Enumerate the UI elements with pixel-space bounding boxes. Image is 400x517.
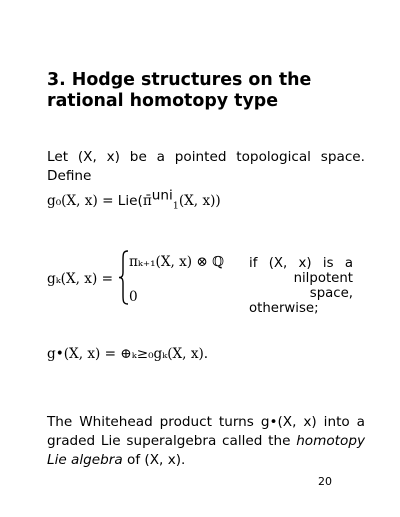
g0-lie: Lie( bbox=[117, 193, 143, 209]
term-homotopy: homotopy bbox=[296, 433, 365, 449]
intro-line-1: Let (X, x) be a pointed topological space. bbox=[47, 149, 365, 165]
g0-lhs: g₀(X, x) = bbox=[47, 193, 118, 209]
g0-pi: π̄ bbox=[142, 193, 152, 209]
cond-2: otherwise; bbox=[249, 301, 319, 316]
whitehead-line-2 bbox=[47, 432, 365, 451]
section-title: Hodge structures on the rational homotopy type bbox=[47, 70, 312, 111]
whitehead-line-3b: of (X, x). bbox=[122, 452, 186, 468]
equation-g0 bbox=[47, 187, 221, 212]
cond-1-line-2: nilpotent space, bbox=[293, 271, 353, 301]
section-number: 3. bbox=[47, 70, 66, 90]
gk-case-2: 0 bbox=[129, 289, 138, 305]
gk-case-1: πₖ₊₁(X, x) ⊗ ℚ bbox=[129, 254, 224, 270]
whitehead-line-3 bbox=[47, 451, 365, 470]
gk-conditions bbox=[249, 256, 353, 316]
whitehead-paragraph bbox=[47, 413, 365, 470]
whitehead-line-1: The Whitehead product turns g•(X, x) into a bbox=[47, 414, 365, 430]
cond-1-line-1: if (X, x) is a bbox=[249, 256, 353, 271]
term-lie-algebra: Lie algebra bbox=[47, 452, 123, 468]
g0-pi-sup: uni bbox=[151, 187, 173, 204]
intro-paragraph bbox=[47, 148, 365, 186]
gk-lhs: gₖ(X, x) = bbox=[47, 271, 113, 287]
page-number: 20 bbox=[318, 475, 332, 488]
equation-gsum: g•(X, x) = ⊕ₖ≥₀gₖ(X, x). bbox=[47, 346, 209, 362]
intro-line-2: Define bbox=[47, 168, 92, 184]
section-heading bbox=[47, 70, 377, 112]
g0-rest: (X, x)) bbox=[178, 193, 221, 209]
g0-pi-sub: 1 bbox=[172, 200, 179, 212]
whitehead-line-2a: graded Lie superalgebra called the bbox=[47, 433, 297, 449]
